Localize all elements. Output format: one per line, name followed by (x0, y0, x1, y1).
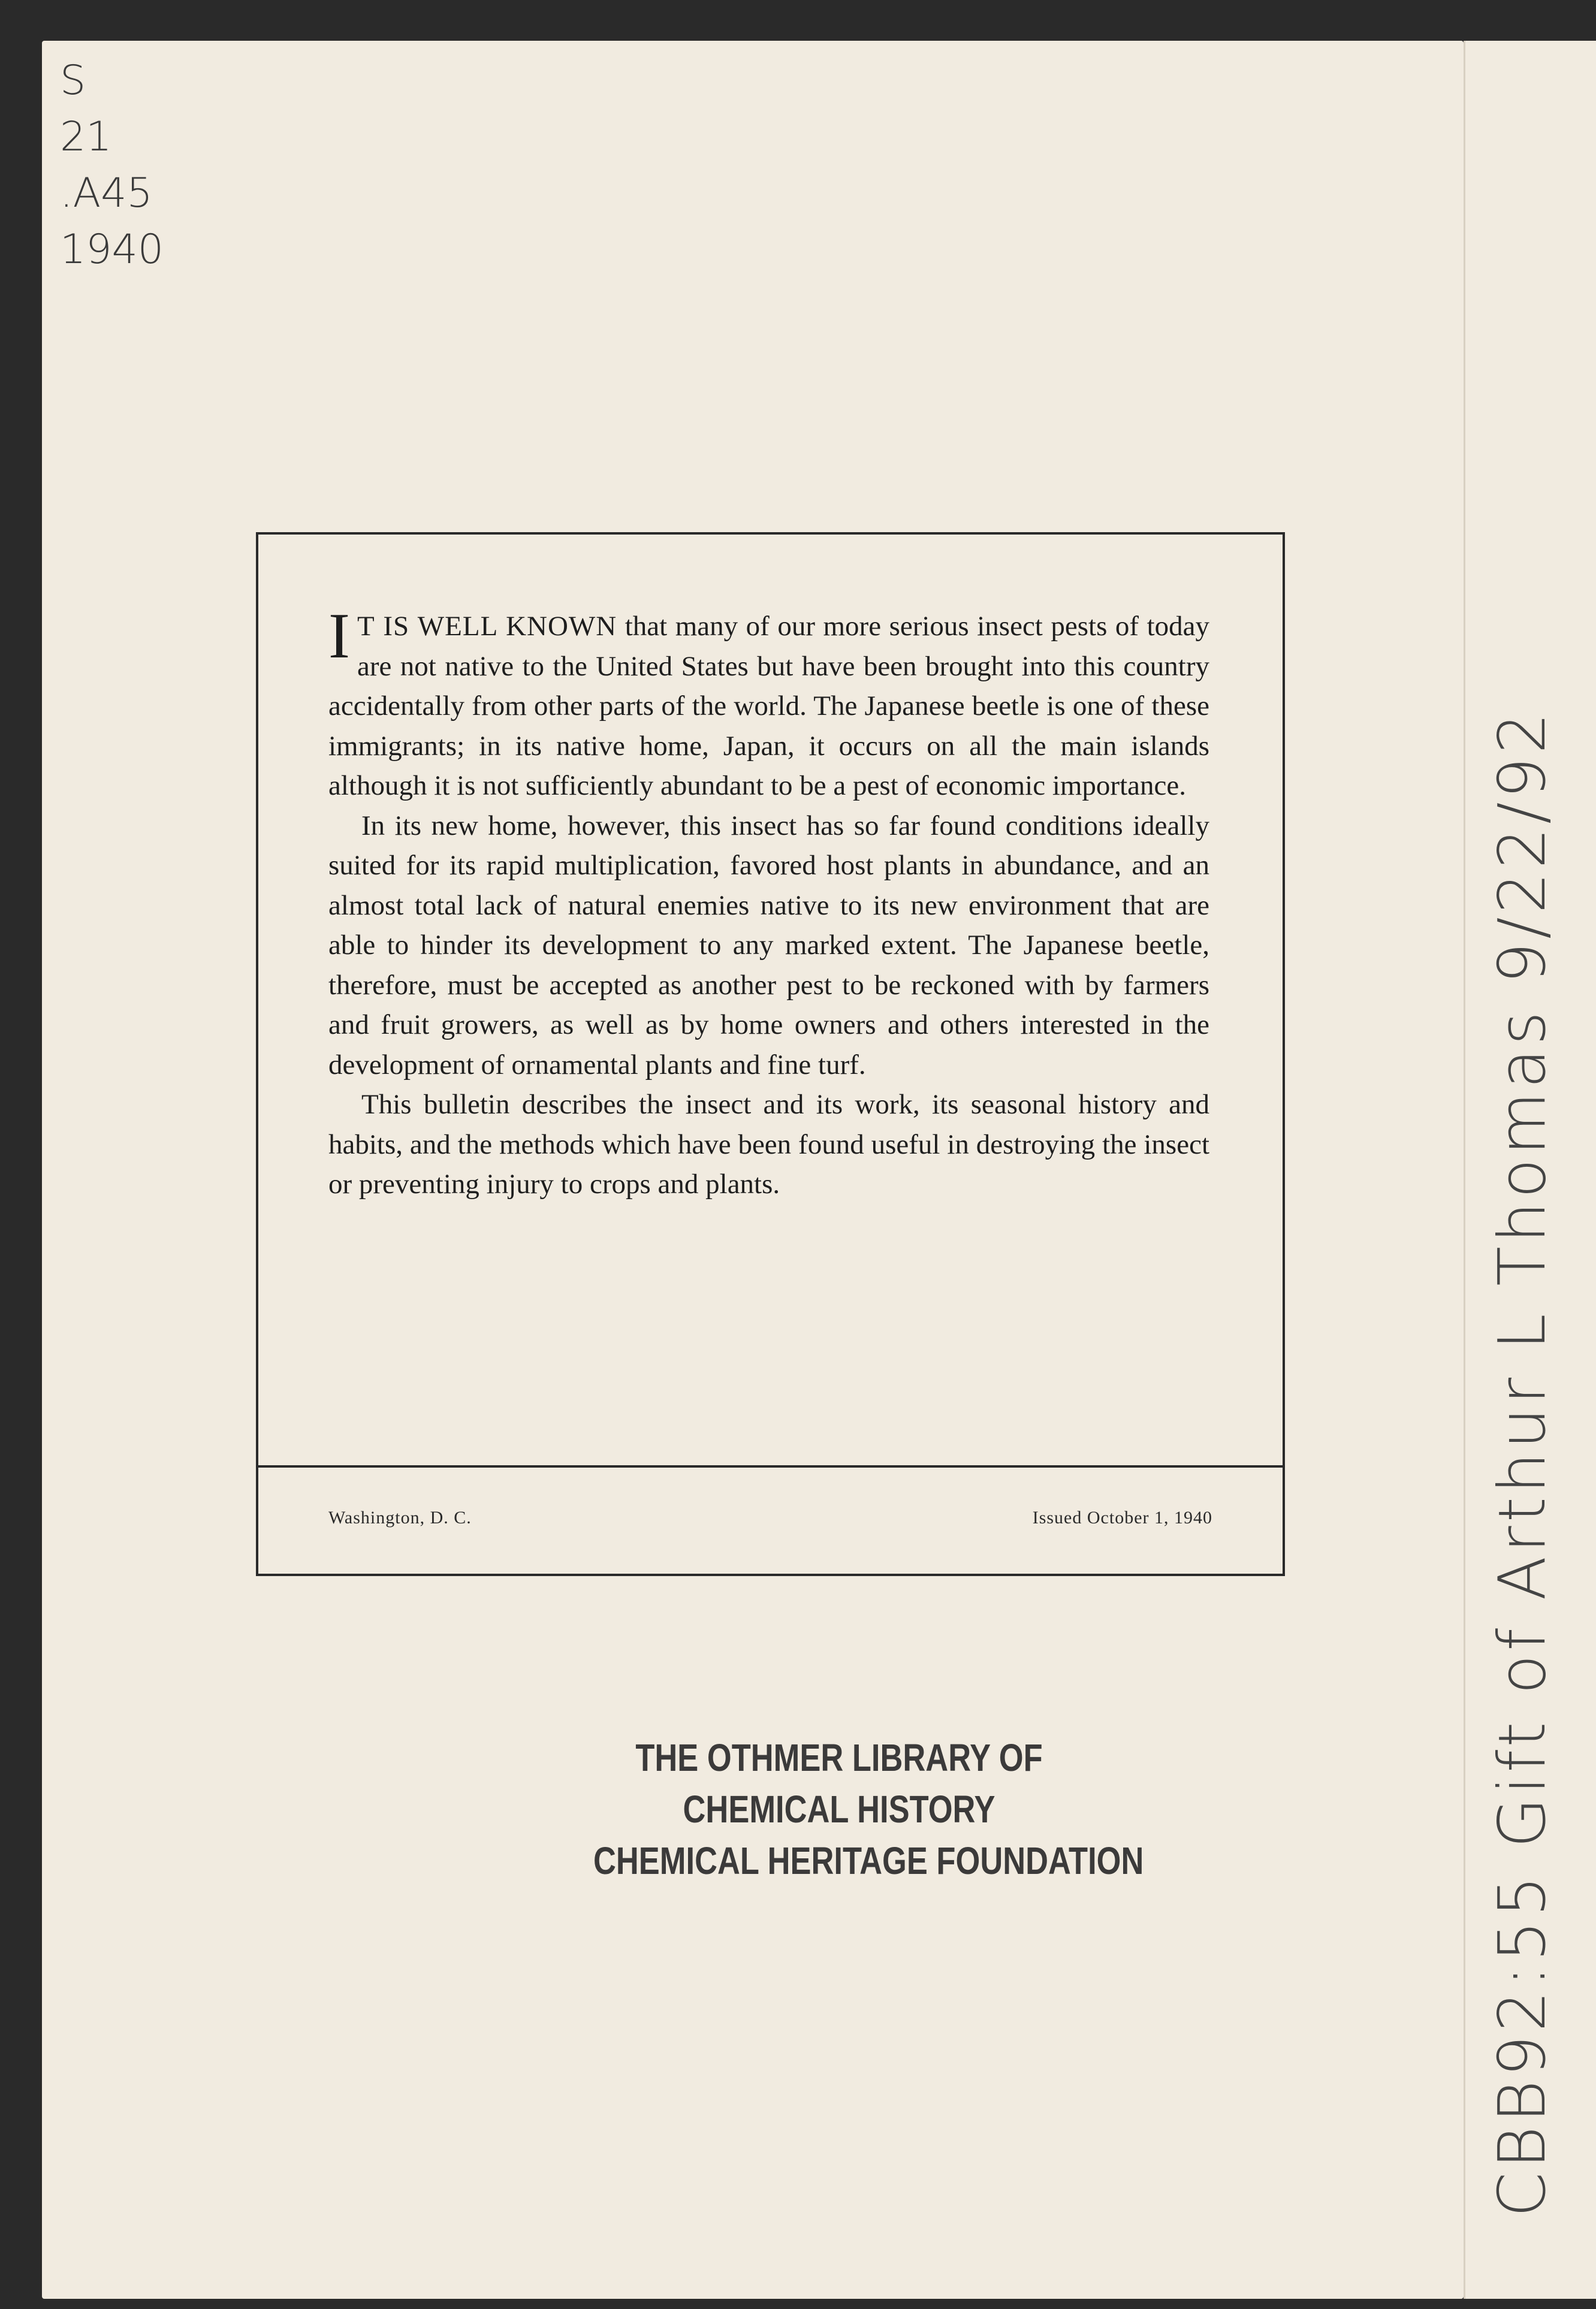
notice-text (328, 600, 1209, 1205)
library-stamp (593, 1732, 1144, 1887)
stamp-line: CHEMICAL HERITAGE FOUNDATION (593, 1839, 1144, 1882)
call-number-line: .A45 (60, 170, 153, 217)
lead-in: T IS WELL KNOWN (357, 611, 617, 642)
paragraph-1 (328, 600, 1209, 806)
paragraph-3: This bulletin describes the insect and its work, its seasonal history and habits, and the methods which have been found useful in destroying the insect or preventing injury to crops and plants. (328, 1089, 1209, 1200)
notice-box (256, 532, 1285, 1576)
handwritten-side-note: CBB92:55 Gift of Arthur L Thomas 9/22/92 (1485, 709, 1560, 2217)
drop-cap: I (328, 600, 350, 672)
footer-issue-date: Issued October 1, 1940 (1032, 1508, 1212, 1528)
handwritten-call-number (60, 53, 164, 278)
footer-place: Washington, D. C. (328, 1508, 472, 1528)
paragraph-1-text: that many of our more serious insect pests of today are not native to the United States but have been brought into this country accidentally from other parts of the world. The Japanese beetle is one of these immigrants; in its native home, Japan, it occurs on all the main islands although it is not sufficiently abundant to be a pest of economic importance. (328, 611, 1209, 801)
call-number-line: S (60, 57, 86, 104)
call-number-line: 21 (60, 113, 112, 161)
paragraph-2: In its new home, however, this insect has so far found conditions ideally suited for its rapid multiplication, favored host plants in abundance, and an almost total lack of natural enemies native to its new environment that are able to hinder its development to any marked extent. The Japanese beetle, therefore, must be accepted as another pest to be reckoned with by farmers and fruit growers, as well as by home owners and others interested in the development of ornamental plants and fine turf. (328, 810, 1209, 1080)
stamp-line: CHEMICAL HISTORY (683, 1788, 995, 1831)
call-number-line: 1940 (60, 226, 164, 273)
stamp-line: THE OTHMER LIBRARY OF (635, 1736, 1043, 1779)
footer-divider (258, 1465, 1283, 1468)
